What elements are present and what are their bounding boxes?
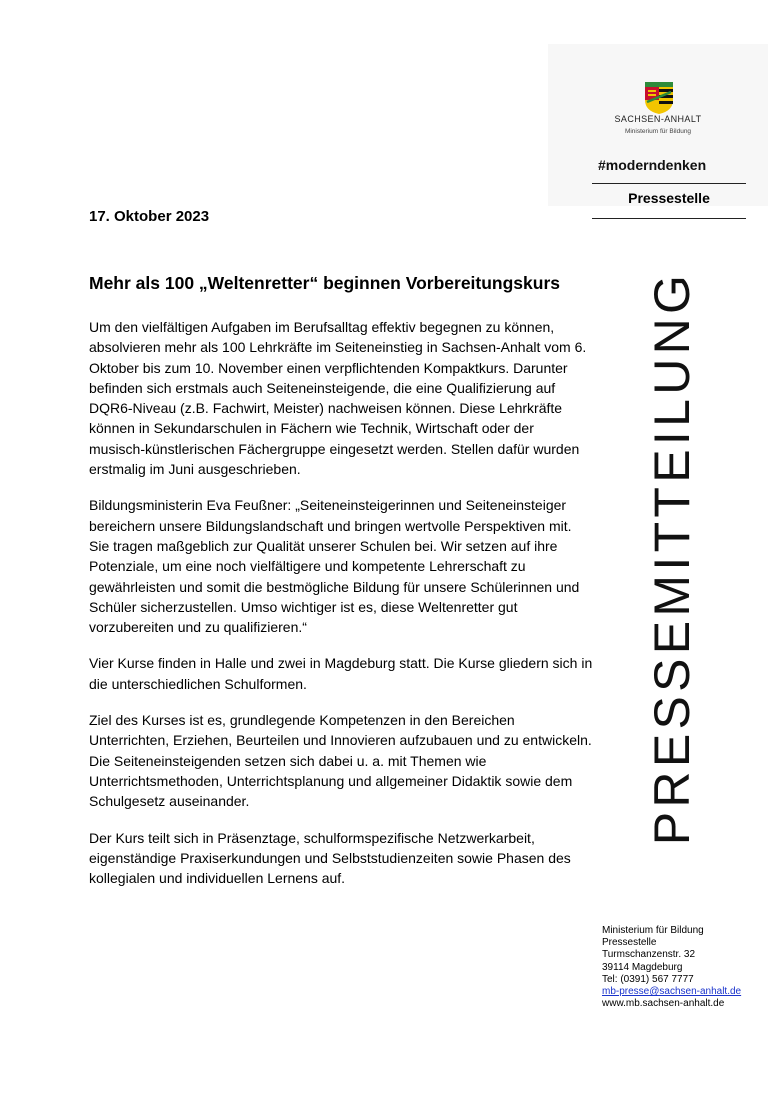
paragraph-3	[89, 653, 619, 694]
text-line: Ziel des Kurses ist es, grundlegende Kompetenzen in den Bereichen	[89, 712, 515, 729]
text-line: Oktober bis zum 10. November einen verpflichtenden Kompaktkurs. Darunter	[89, 359, 568, 376]
coat-of-arms-icon	[645, 82, 673, 114]
contact-footer	[602, 925, 762, 1010]
hashtag: #moderndenken	[598, 157, 707, 173]
text-line: Vier Kurse finden in Halle und zwei in Magdeburg statt. Die Kurse gliedern sich in	[89, 655, 593, 672]
text-line: Schüler sicherzustellen. Umso wichtiger ist es, diese Weltenretter gut	[89, 598, 518, 615]
text-line: Schulgesetz auseinander.	[89, 793, 250, 810]
text-line: können in Sekundarschulen in Fächern wie Technik, Wirtschaft oder der	[89, 420, 534, 437]
logo-ministry: Ministerium für Bildung	[624, 128, 692, 135]
paragraph-2	[89, 495, 619, 637]
text-line: Potenziale, um eine noch vielfältigere und kompetente Lehrerschaft zu	[89, 558, 526, 575]
paragraph-5	[89, 828, 619, 889]
text-line: kollegialen und individuellen Lernens auf.	[89, 870, 346, 887]
text-line: Die Seiteneinsteigenden setzen sich dabei u. a. mit Themen wie	[89, 752, 487, 769]
footer-email-link[interactable]: mb-presse@sachsen-anhalt.de	[602, 986, 742, 998]
text-line: musisch-künstlerischen Fächergruppe eingesetzt werden. Stellen dafür wurden	[89, 440, 580, 457]
text-line: Sie tragen maßgeblich zur Qualität unserer Schulen bei. Wir setzen auf ihre	[89, 537, 558, 554]
text-line: absolvieren mehr als 100 Lehrkräfte im Seiteneinstieg in Sachsen-Anhalt vom 6.	[89, 339, 587, 356]
text-line: Um den vielfältigen Aufgaben im Berufsalltag effektiv begegnen zu können,	[89, 319, 555, 335]
text-line: Bildungsministerin Eva Feußner: „Seiteneinsteigerinnen und Seiteneinsteiger	[89, 497, 567, 514]
paragraph-1	[89, 317, 619, 479]
text-line: erstmalig im Juni ausgeschrieben.	[89, 461, 301, 478]
text-line: eigenständige Praxiserkundungen und Selbststudienzeiten sowie Phasen des	[89, 849, 571, 866]
divider-top	[592, 183, 746, 184]
text-line: Der Kurs teilt sich in Präsenztage, schulformspezifische Netzwerkarbeit,	[89, 829, 535, 846]
footer-city: 39114 Magdeburg	[602, 961, 683, 973]
text-line: Unterrichten, Erziehen, Beurteilen und Innovieren aufzubauen und zu entwickeln.	[89, 732, 592, 749]
logo-panel	[548, 44, 768, 206]
text-line: die unterschiedlichen Schulformen.	[89, 675, 307, 692]
footer-street: Turmschanzenstr. 32	[602, 949, 696, 961]
paragraph-4	[89, 710, 619, 811]
footer-org: Ministerium für Bildung	[602, 925, 704, 936]
text-line: vorzubereiten und zu qualifizieren.“	[89, 619, 307, 636]
text-line: gewährleisten und somit die bestmögliche Bildung für unsere Schülerinnen und	[89, 578, 580, 595]
release-date: 17. Oktober 2023	[89, 208, 210, 225]
vertical-title-wrap	[612, 246, 732, 871]
divider-bottom	[592, 218, 746, 219]
department-label: Pressestelle	[628, 190, 710, 206]
text-line: befinden sich erstmals auch Seiteneinsteigende, die eine Qualifizierung auf	[89, 379, 556, 396]
text-line: bereichern unsere Bildungslandschaft und bringen wertvolle Perspektiven mit.	[89, 517, 572, 534]
footer-dept: Pressestelle	[602, 937, 657, 949]
vertical-title: PRESSEMITTEILUNG	[644, 270, 700, 846]
logo-state-name: SACHSEN-ANHALT	[614, 114, 702, 124]
headline: Mehr als 100 „Weltenretter“ beginnen Vorbereitungskurs	[89, 273, 561, 293]
text-line: Unterrichtsmethoden, Unterrichtsplanung und allgemeiner Didaktik sowie dem	[89, 772, 573, 789]
footer-website[interactable]: www.mb.sachsen-anhalt.de	[602, 998, 725, 1010]
article-body	[89, 317, 619, 904]
text-line: DQR6-Niveau (z.B. Fachwirt, Meister) nachweisen können. Diese Lehrkräfte	[89, 400, 563, 417]
footer-phone: Tel: (0391) 567 7777	[602, 973, 694, 985]
